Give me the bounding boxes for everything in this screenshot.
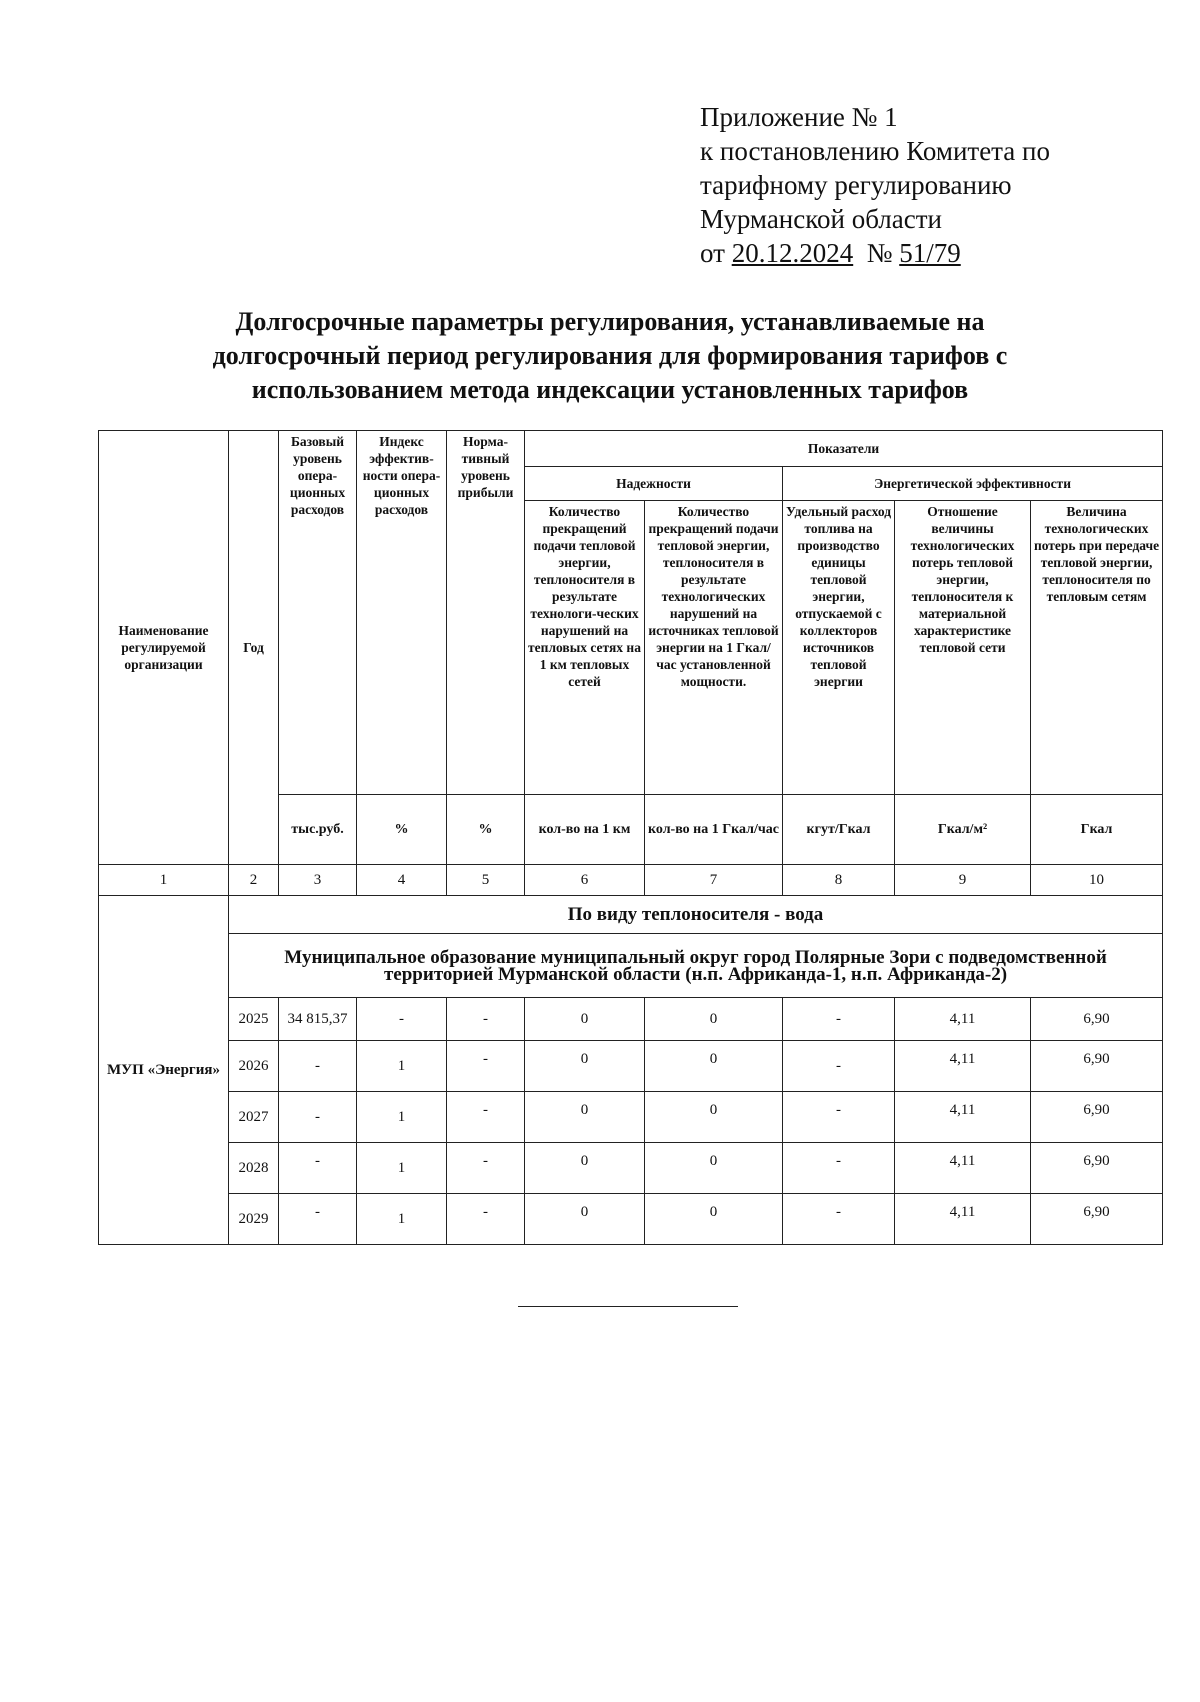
cell-year: 2029: [229, 1194, 279, 1245]
band-territory-row: [99, 934, 1163, 998]
appendix-line-3: тарифному регулированию: [700, 170, 1012, 200]
cell-base: -: [279, 1143, 357, 1194]
cell-base: -: [279, 1092, 357, 1143]
header-org: Наименование регулируемой организации: [99, 431, 229, 865]
cell-index: 1: [357, 1143, 447, 1194]
cell-base: 34 815,37: [279, 998, 357, 1041]
unit-profit: %: [447, 795, 525, 865]
cell-index: 1: [357, 1194, 447, 1245]
cell-col-6: 0: [525, 998, 645, 1041]
cell-profit: -: [447, 1194, 525, 1245]
document-title: Долгосрочные параметры регулирования, устанавливаемые на долгосрочный период регулирования для формирования тарифов с использованием метода индексации установленных тарифов: [212, 307, 1008, 404]
unit-col-7: кол-во на 1 Гкал/час: [645, 795, 783, 865]
appendix-block: [700, 100, 1120, 270]
col-number: 1: [99, 865, 229, 896]
appendix-line-1: Приложение № 1: [700, 102, 898, 132]
decree-date: 20.12.2024: [731, 238, 854, 268]
appendix-line-4: Мурманской области: [700, 204, 942, 234]
cell-col-6: 0: [525, 1092, 645, 1143]
header-col-7: Количество прекращений подачи тепловой энергии, теплоносителя в результате технологических нарушений на источниках тепловой энергии на 1 Гкал/час установленной мощности.: [645, 501, 783, 795]
col-number: 7: [645, 865, 783, 896]
table-row: [99, 1092, 1163, 1143]
cell-profit: -: [447, 998, 525, 1041]
header-col-6: Количество прекращений подачи тепловой энергии, теплоносителя в результате технологи-ческих нарушений на тепловых сетях на 1 км тепловых сетей: [525, 501, 645, 795]
band-carrier: По виду теплоносителя - вода: [229, 896, 1163, 934]
unit-col-6: кол-во на 1 км: [525, 795, 645, 865]
header-col-8: Удельный расход топлива на производство единицы тепловой энергии, отпускаемой с коллекторов источников тепловой энергии: [783, 501, 895, 795]
date-prefix: от: [700, 238, 732, 268]
cell-col-8: -: [783, 998, 895, 1041]
band-territory: Муниципальное образование муниципальный округ город Полярные Зори с подведомственной территорией Мурманской области (н.п. Африканда-1, н.п. Африканда-2): [229, 934, 1163, 998]
cell-col-8: -: [783, 1194, 895, 1245]
parameters-table: [98, 430, 1163, 1245]
cell-profit: -: [447, 1092, 525, 1143]
cell-col-7: 0: [645, 1092, 783, 1143]
appendix-line-2: к постановлению Комитета по: [700, 136, 1050, 166]
cell-col-10: 6,90: [1031, 1041, 1163, 1092]
appendix-date-line: [700, 236, 1120, 270]
cell-col-9: 4,11: [895, 1041, 1031, 1092]
cell-col-9: 4,11: [895, 998, 1031, 1041]
cell-index: 1: [357, 1092, 447, 1143]
header-col-9: Отношение величины технологических потерь тепловой энергии, теплоносителя к материальной характеристике тепловой сети: [895, 501, 1031, 795]
col-number: 6: [525, 865, 645, 896]
cell-year: 2027: [229, 1092, 279, 1143]
unit-col-10: Гкал: [1031, 795, 1163, 865]
cell-col-10: 6,90: [1031, 998, 1163, 1041]
cell-base: -: [279, 1194, 357, 1245]
cell-year: 2028: [229, 1143, 279, 1194]
col-number: 5: [447, 865, 525, 896]
cell-index: 1: [357, 1041, 447, 1092]
col-number: 8: [783, 865, 895, 896]
cell-profit: -: [447, 1143, 525, 1194]
unit-index: %: [357, 795, 447, 865]
cell-year: 2025: [229, 998, 279, 1041]
cell-col-7: 0: [645, 1143, 783, 1194]
table-row: [99, 1143, 1163, 1194]
header-base: Базовый уровень опера-ционных расходов: [279, 431, 357, 795]
org-name: МУП «Энергия»: [99, 896, 229, 1245]
table-row: [99, 1194, 1163, 1245]
unit-col-9: Гкал/м²: [895, 795, 1031, 865]
cell-year: 2026: [229, 1041, 279, 1092]
cell-col-9: 4,11: [895, 1092, 1031, 1143]
col-number: 3: [279, 865, 357, 896]
decree-number: 51/79: [899, 238, 961, 268]
table-row: [99, 1041, 1163, 1092]
header-index: Индекс эффектив-ности опера-ционных расходов: [357, 431, 447, 795]
cell-col-9: 4,11: [895, 1194, 1031, 1245]
header-reliability: Надежности: [525, 467, 783, 501]
col-number: 9: [895, 865, 1031, 896]
header-indicators: Показатели: [525, 431, 1163, 467]
header-year: Год: [229, 431, 279, 865]
unit-col-8: кгут/Гкал: [783, 795, 895, 865]
closing-rule: [518, 1306, 738, 1307]
cell-col-6: 0: [525, 1194, 645, 1245]
table-row: [99, 998, 1163, 1041]
cell-col-10: 6,90: [1031, 1194, 1163, 1245]
cell-col-10: 6,90: [1031, 1092, 1163, 1143]
unit-base: тыс.руб.: [279, 795, 357, 865]
col-number: 2: [229, 865, 279, 896]
cell-col-7: 0: [645, 1194, 783, 1245]
col-number: 4: [357, 865, 447, 896]
cell-col-6: 0: [525, 1041, 645, 1092]
cell-index: -: [357, 998, 447, 1041]
col-number: 10: [1031, 865, 1163, 896]
header-energy: Энергетической эффективности: [783, 467, 1163, 501]
cell-col-9: 4,11: [895, 1143, 1031, 1194]
cell-base: -: [279, 1041, 357, 1092]
cell-col-8: -: [783, 1092, 895, 1143]
cell-col-7: 0: [645, 998, 783, 1041]
number-prefix: №: [866, 238, 900, 268]
cell-profit: -: [447, 1041, 525, 1092]
cell-col-10: 6,90: [1031, 1143, 1163, 1194]
header-col-10: Величина технологических потерь при передаче тепловой энергии, теплоносителя по тепловым сетям: [1031, 501, 1163, 795]
header-row-1: [99, 431, 1163, 467]
cell-col-6: 0: [525, 1143, 645, 1194]
band-carrier-row: [99, 896, 1163, 934]
cell-col-8: -: [783, 1143, 895, 1194]
header-profit: Норма-тивный уровень прибыли: [447, 431, 525, 795]
column-numbers-row: [99, 865, 1163, 896]
cell-col-7: 0: [645, 1041, 783, 1092]
cell-col-8: -: [783, 1041, 895, 1092]
